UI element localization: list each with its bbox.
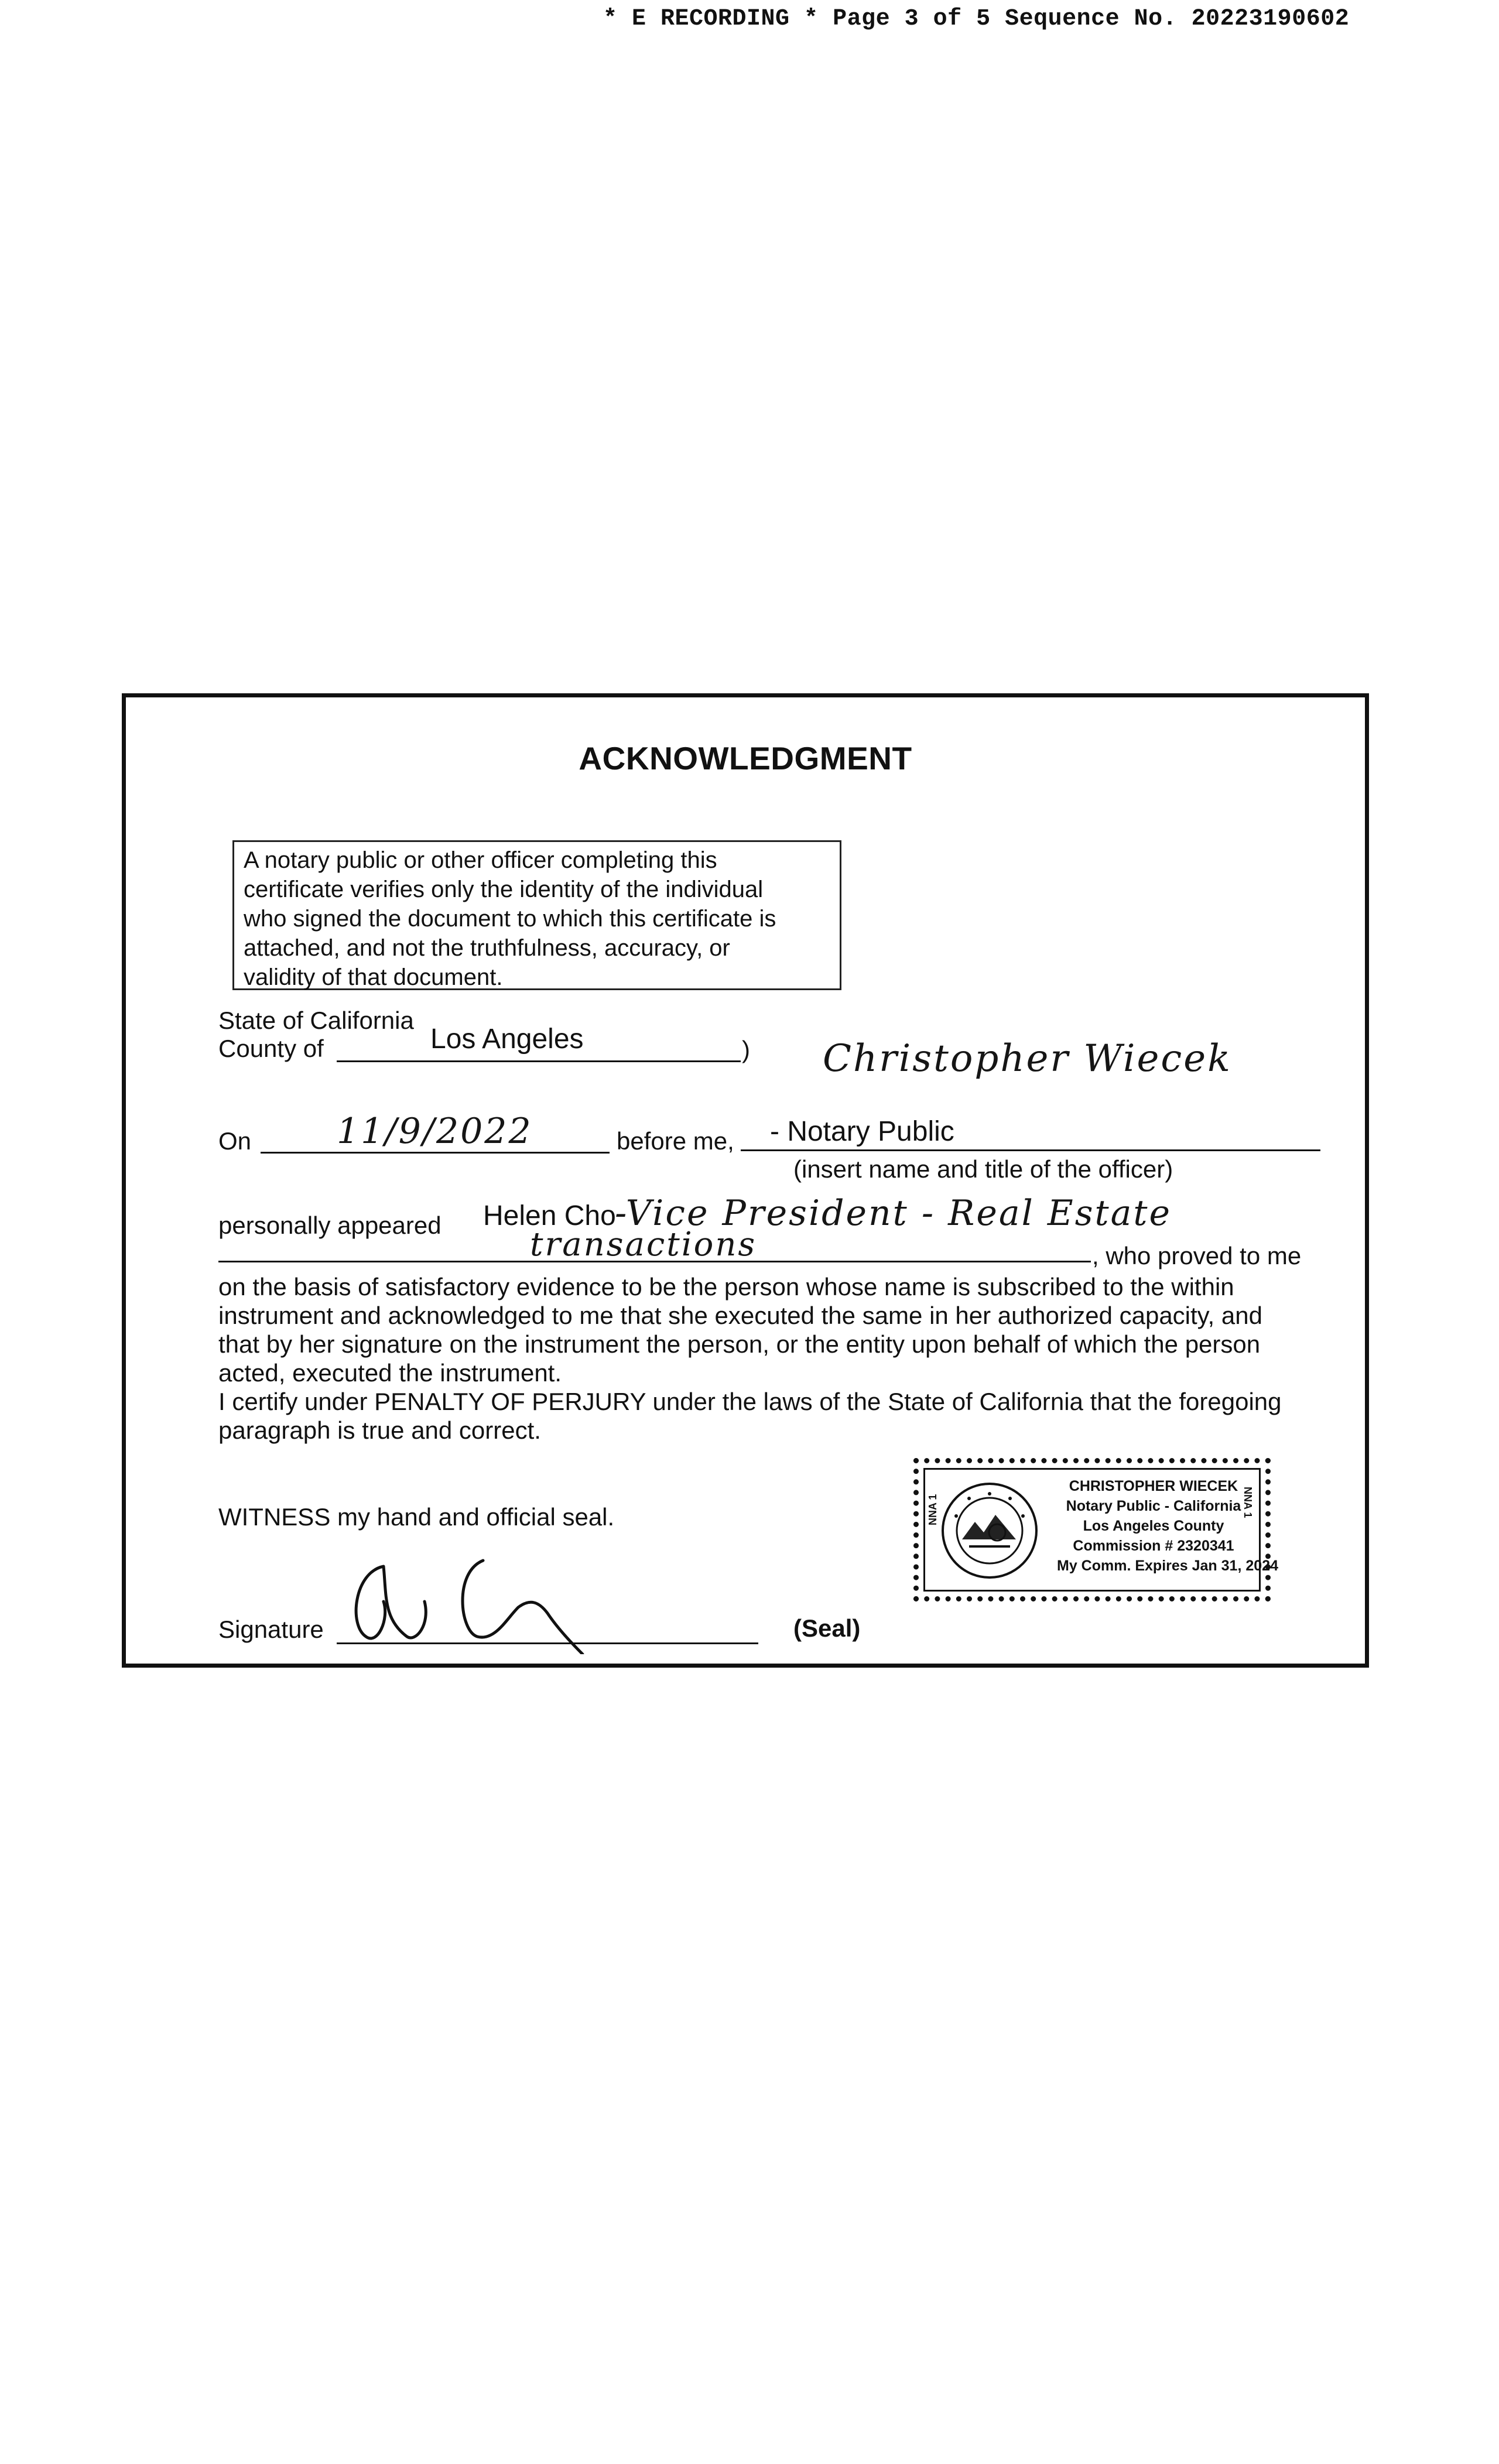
witness-text: WITNESS my hand and official seal. (218, 1503, 615, 1531)
disclaimer-line: attached, and not the truthfulness, accuracy, or (244, 935, 730, 961)
stamp-line: My Comm. Expires Jan 31, 2024 (1057, 1558, 1278, 1574)
stamp-line: Los Angeles County (1083, 1518, 1224, 1534)
recording-header: * E RECORDING * Page 3 of 5 Sequence No. 20223190602 (603, 6, 1350, 32)
state-seal-emblem (940, 1481, 1039, 1580)
personally-appeared-label: personally appeared (218, 1212, 442, 1239)
certificate-title: ACKNOWLEDGMENT (579, 740, 912, 776)
stamp-side-code: NNA 1 (927, 1494, 939, 1525)
county-value: Los Angeles (430, 1024, 584, 1055)
signature-label: Signature (218, 1616, 324, 1643)
body-line: I certify under PENALTY OF PERJURY under the laws of the State of California that the foregoing (218, 1388, 1282, 1415)
stamp-line: CHRISTOPHER WIECEK (1069, 1478, 1238, 1494)
body-line: that by her signature on the instrument the person, or the entity upon behalf of which the person (218, 1330, 1261, 1358)
certificate-body (218, 1272, 1366, 1445)
stamp-line: Commission # 2320341 (1073, 1538, 1234, 1554)
disclaimer-line: who signed the document to which this certificate is (244, 906, 776, 932)
acknowledgment-certificate (122, 693, 1369, 1668)
stamp-line: Notary Public - California (1066, 1498, 1241, 1514)
county-paren: ) (742, 1036, 750, 1063)
signature-graphic (343, 1549, 635, 1654)
officer-hint: (insert name and title of the officer) (793, 1155, 1173, 1183)
officer-underline (741, 1149, 1320, 1151)
on-label: On (218, 1127, 252, 1155)
appeared-title-handwritten-cont: transactions (530, 1226, 757, 1264)
disclaimer-line: validity of that document. (244, 964, 503, 990)
notary-name-handwritten: Christopher Wiecek (823, 1037, 1232, 1080)
state-label: State of California (218, 1007, 414, 1034)
stamp-text (1057, 1476, 1278, 1576)
disclaimer-box (232, 840, 841, 990)
appeared-underline (218, 1261, 1091, 1262)
seal-label: (Seal) (793, 1614, 861, 1642)
stamp-side-code: NNA 1 (1242, 1487, 1254, 1518)
appeared-name: Helen Cho (483, 1200, 616, 1231)
before-me-label: before me, (617, 1127, 734, 1155)
proved-suffix: , who proved to me (1092, 1242, 1302, 1269)
county-label: County of (218, 1035, 324, 1062)
date-handwritten: 11/9/2022 (337, 1111, 533, 1152)
appeared-title-handwritten: -Vice President - Real Estate (615, 1193, 1172, 1234)
county-underline (337, 1060, 741, 1062)
disclaimer-line: certificate verifies only the identity of the individual (244, 877, 764, 902)
officer-value: - Notary Public (770, 1116, 954, 1147)
body-line: acted, executed the instrument. (218, 1359, 562, 1387)
disclaimer-line: A notary public or other officer completing this (244, 847, 717, 873)
body-line: instrument and acknowledged to me that she executed the same in her authorized capacity, and (218, 1302, 1262, 1329)
body-line: on the basis of satisfactory evidence to be the person whose name is subscribed to the within (218, 1273, 1234, 1301)
date-underline (261, 1152, 610, 1154)
body-line: paragraph is true and correct. (218, 1416, 541, 1444)
notary-stamp (913, 1458, 1278, 1601)
